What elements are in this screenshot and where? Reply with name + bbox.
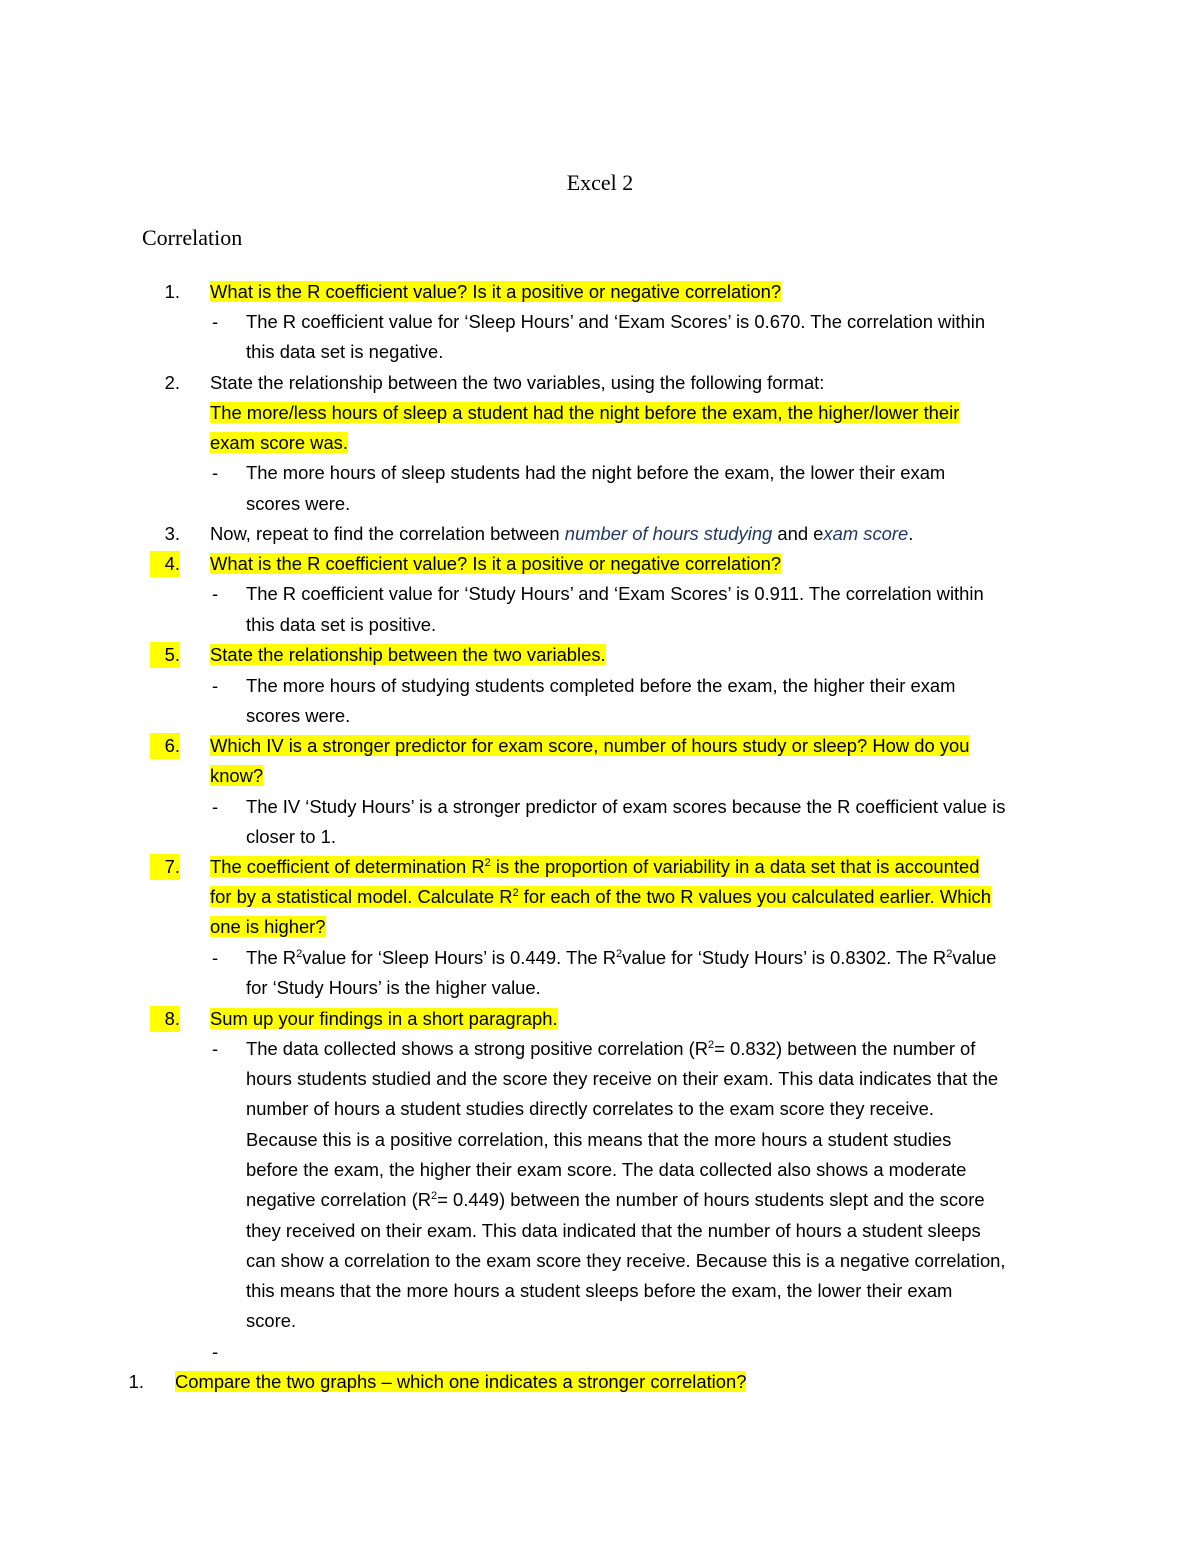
answer-7-line-1 (246, 945, 996, 971)
answer-8-dash: - (212, 1038, 219, 1059)
question-3-emphasis: number of hours studying (564, 523, 773, 544)
highlight-text: exam score was. (210, 432, 348, 453)
answer-8-line-7: they received on their exam. This data indicated that the number of hours a student sleeps (246, 1220, 981, 1241)
question-1 (210, 279, 781, 305)
answer-8-line-9: this means that the more hours a student sleeps before the exam, the lower their exam (246, 1280, 953, 1301)
list-number: 1. (164, 281, 180, 302)
answer-6-line-1: The IV ‘Study Hours’ is a stronger predictor of exam scores because the R coefficient value is (246, 796, 1006, 817)
highlight-text: The more/less hours of sleep a student had the night before the exam, the higher/lower their (210, 402, 960, 423)
question-2-text: State the relationship between the two variables, using the following format: (210, 372, 825, 393)
question-1-text: What is the R coefficient value? Is it a positive or negative correlation? (210, 281, 782, 302)
question-3 (210, 521, 913, 547)
question-6-line-1 (210, 733, 969, 759)
answer-2-dash: - (212, 462, 219, 483)
question-8 (210, 1006, 558, 1032)
list-number: 7. (150, 854, 180, 880)
superscript: 2 (296, 948, 303, 960)
final-question (175, 1369, 746, 1395)
question-3-text: Now, repeat to find the correlation between (210, 523, 565, 544)
superscript: 2 (616, 948, 623, 960)
list-number: 2. (164, 372, 180, 393)
answer-7-text: The R (246, 947, 297, 968)
answer-8-text: = 0.449) between the number of hours students slept and the score (437, 1189, 985, 1210)
answer-7-line-2: for ‘Study Hours’ is the higher value. (246, 977, 541, 998)
answer-6-line-2: closer to 1. (246, 826, 336, 847)
question-7-text: one is higher? (210, 916, 326, 937)
superscript: 2 (484, 857, 491, 869)
answer-4-line-1: The R coefficient value for ‘Study Hours’ and ‘Exam Scores’ is 0.911. The correlation within (246, 583, 984, 604)
superscript: 2 (431, 1190, 438, 1202)
empty-bullet-dash: - (212, 1341, 219, 1362)
answer-7-text: value for ‘Study Hours’ is 0.8302. The R (622, 947, 947, 968)
answer-8-text: The data collected shows a strong positive correlation (R (246, 1038, 709, 1059)
question-3-text: and e (772, 523, 824, 544)
answer-1-line-1: The R coefficient value for ‘Sleep Hours’ and ‘Exam Scores’ is 0.670. The correlation within (246, 311, 986, 332)
superscript: 2 (708, 1039, 715, 1051)
answer-8-line-10: score. (246, 1310, 297, 1331)
answer-7-text: value for ‘Sleep Hours’ is 0.449. The R (302, 947, 617, 968)
answer-8-line-8: can show a correlation to the exam score they receive. Because this is a negative correlation, (246, 1250, 1006, 1271)
list-number: 5. (150, 642, 180, 668)
answer-4-dash: - (212, 583, 219, 604)
question-2-format-line-1 (210, 400, 959, 426)
question-3-text: . (908, 523, 914, 544)
question-7-text: for by a statistical model. Calculate R (210, 886, 513, 907)
answer-8-line-4: Because this is a positive correlation, this means that the more hours a student studies (246, 1129, 952, 1150)
question-7-text: for each of the two R values you calculated earlier. Which (518, 886, 991, 907)
answer-5-dash: - (212, 675, 219, 696)
answer-8-line-2: hours students studied and the score they receive on their exam. This data indicates that the (246, 1068, 999, 1089)
answer-2-line-2: scores were. (246, 493, 351, 514)
question-4 (210, 551, 781, 577)
answer-8-text: = 0.832) between the number of (714, 1038, 976, 1059)
answer-8-line-6 (246, 1187, 985, 1213)
list-number: 3. (164, 523, 180, 544)
question-3-emphasis: xam score (823, 523, 909, 544)
question-6-line-2 (210, 763, 263, 789)
question-7-text: The coefficient of determination R (210, 856, 485, 877)
answer-2-line-1: The more hours of sleep students had the night before the exam, the lower their exam (246, 462, 946, 483)
list-number: 6. (150, 733, 180, 759)
question-7-line-1 (210, 854, 979, 880)
superscript: 2 (946, 948, 953, 960)
question-2-format-line-2 (210, 430, 348, 456)
question-7-line-3 (210, 914, 326, 940)
final-question-text: Compare the two graphs – which one indicates a stronger correlation? (175, 1371, 747, 1392)
answer-7-text: value (952, 947, 997, 968)
answer-4-line-2: this data set is positive. (246, 614, 437, 635)
question-6-text: Which IV is a stronger predictor for exam score, number of hours study or sleep? How do you (210, 735, 970, 756)
answer-7-dash: - (212, 947, 219, 968)
question-8-text: Sum up your findings in a short paragraph. (210, 1008, 558, 1029)
answer-6-dash: - (212, 796, 219, 817)
question-5 (210, 642, 606, 668)
question-7-text: is the proportion of variability in a data set that is accounted (490, 856, 980, 877)
answer-8-line-5: before the exam, the higher their exam score. The data collected also shows a moderate (246, 1159, 967, 1180)
answer-1-dash: - (212, 311, 219, 332)
question-7-line-2 (210, 884, 991, 910)
question-4-text: What is the R coefficient value? Is it a positive or negative correlation? (210, 553, 782, 574)
document-title: Excel 2 (566, 170, 634, 195)
answer-5-line-2: scores were. (246, 705, 351, 726)
answer-8-line-3: number of hours a student studies directly correlates to the exam score they receive. (246, 1098, 934, 1119)
question-6-text: know? (210, 765, 264, 786)
list-number: 1. (128, 1371, 144, 1392)
superscript: 2 (512, 887, 519, 899)
answer-8-text: negative correlation (R (246, 1189, 432, 1210)
answer-8-line-1 (246, 1036, 975, 1062)
question-5-text: State the relationship between the two variables. (210, 644, 606, 665)
answer-5-line-1: The more hours of studying students completed before the exam, the higher their exam (246, 675, 956, 696)
list-number: 8. (150, 1006, 180, 1032)
list-number: 4. (150, 551, 180, 577)
section-heading: Correlation (142, 225, 243, 250)
answer-1-line-2: this data set is negative. (246, 341, 444, 362)
